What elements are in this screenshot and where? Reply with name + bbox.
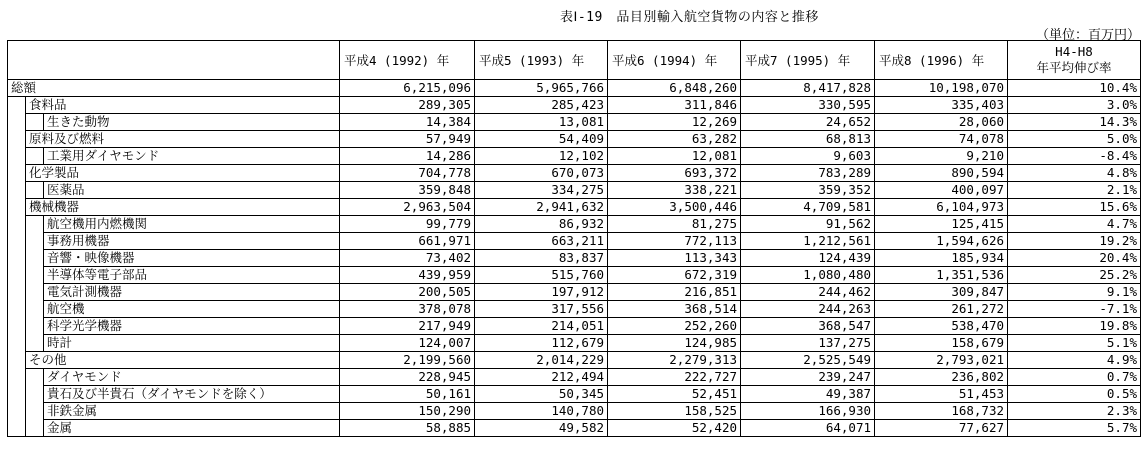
row-label: 工業用ダイヤモンド [44, 148, 340, 165]
table-row [8, 80, 1141, 97]
indent-cell [26, 216, 44, 233]
row-label: 貴石及び半貴石（ダイヤモンドを除く） [44, 386, 340, 403]
value-cell: 73,402 [340, 250, 475, 267]
value-cell: 77,627 [875, 420, 1008, 437]
header-year-1995: 平成7 (1995) 年 [741, 41, 875, 80]
growth-rate-cell: -7.1% [1008, 301, 1141, 318]
header-row [8, 41, 1141, 80]
growth-rate-cell: 19.8% [1008, 318, 1141, 335]
table-row [8, 165, 1141, 182]
value-cell: 158,525 [608, 403, 741, 420]
value-cell: 2,941,632 [475, 199, 608, 216]
row-label: 半導体等電子部品 [44, 267, 340, 284]
value-cell: 330,595 [741, 97, 875, 114]
indent-cell [26, 114, 44, 131]
indent-cell [26, 284, 44, 301]
row-label: 食料品 [26, 97, 340, 114]
value-cell: 125,415 [875, 216, 1008, 233]
value-cell: 212,494 [475, 369, 608, 386]
value-cell: 185,934 [875, 250, 1008, 267]
table-row [8, 199, 1141, 216]
value-cell: 783,289 [741, 165, 875, 182]
indent-cell [26, 250, 44, 267]
value-cell: 378,078 [340, 301, 475, 318]
value-cell: 693,372 [608, 165, 741, 182]
import-air-cargo-table [7, 40, 1141, 437]
row-label: 電気計測機器 [44, 284, 340, 301]
value-cell: 64,071 [741, 420, 875, 437]
row-label: 事務用機器 [44, 233, 340, 250]
value-cell: 49,387 [741, 386, 875, 403]
value-cell: 368,547 [741, 318, 875, 335]
indent-cell [26, 233, 44, 250]
value-cell: 289,305 [340, 97, 475, 114]
table-row [8, 318, 1141, 335]
value-cell: 54,409 [475, 131, 608, 148]
row-label: 生きた動物 [44, 114, 340, 131]
growth-rate-cell: -8.4% [1008, 148, 1141, 165]
value-cell: 2,014,229 [475, 352, 608, 369]
indent-cell [8, 352, 26, 369]
indent-cell [26, 318, 44, 335]
growth-rate-cell: 20.4% [1008, 250, 1141, 267]
growth-rate-cell: 10.4% [1008, 80, 1141, 97]
table-row [8, 284, 1141, 301]
table-row [8, 267, 1141, 284]
indent-cell [26, 403, 44, 420]
value-cell: 772,113 [608, 233, 741, 250]
header-year-1996: 平成8 (1996) 年 [875, 41, 1008, 80]
table-title: 表Ⅰ-19 品目別輸入航空貨物の内容と推移 [560, 10, 819, 25]
value-cell: 124,007 [340, 335, 475, 352]
value-cell: 13,081 [475, 114, 608, 131]
value-cell: 217,949 [340, 318, 475, 335]
table-row [8, 420, 1141, 437]
growth-rate-cell: 5.0% [1008, 131, 1141, 148]
table-row [8, 114, 1141, 131]
value-cell: 338,221 [608, 182, 741, 199]
value-cell: 112,679 [475, 335, 608, 352]
value-cell: 672,319 [608, 267, 741, 284]
indent-cell [8, 131, 26, 148]
value-cell: 5,965,766 [475, 80, 608, 97]
header-year-1994: 平成6 (1994) 年 [608, 41, 741, 80]
value-cell: 244,462 [741, 284, 875, 301]
row-label: ダイヤモンド [44, 369, 340, 386]
value-cell: 137,275 [741, 335, 875, 352]
value-cell: 334,275 [475, 182, 608, 199]
value-cell: 2,793,021 [875, 352, 1008, 369]
indent-cell [8, 267, 26, 284]
value-cell: 244,263 [741, 301, 875, 318]
indent-cell [8, 318, 26, 335]
value-cell: 10,198,070 [875, 80, 1008, 97]
header-rate-period: H4-H8 [1055, 44, 1093, 59]
indent-cell [8, 386, 26, 403]
value-cell: 216,851 [608, 284, 741, 301]
indent-cell [26, 301, 44, 318]
value-cell: 228,945 [340, 369, 475, 386]
value-cell: 1,594,626 [875, 233, 1008, 250]
indent-cell [8, 216, 26, 233]
value-cell: 317,556 [475, 301, 608, 318]
growth-rate-cell: 0.5% [1008, 386, 1141, 403]
value-cell: 515,760 [475, 267, 608, 284]
value-cell: 236,802 [875, 369, 1008, 386]
indent-cell [26, 267, 44, 284]
indent-cell [8, 97, 26, 114]
value-cell: 285,423 [475, 97, 608, 114]
value-cell: 1,351,536 [875, 267, 1008, 284]
value-cell: 214,051 [475, 318, 608, 335]
value-cell: 261,272 [875, 301, 1008, 318]
indent-cell [8, 114, 26, 131]
indent-cell [8, 165, 26, 182]
value-cell: 439,959 [340, 267, 475, 284]
value-cell: 81,275 [608, 216, 741, 233]
indent-cell [26, 420, 44, 437]
value-cell: 168,732 [875, 403, 1008, 420]
table-row [8, 233, 1141, 250]
value-cell: 58,885 [340, 420, 475, 437]
value-cell: 4,709,581 [741, 199, 875, 216]
row-label: 時計 [44, 335, 340, 352]
value-cell: 12,102 [475, 148, 608, 165]
value-cell: 2,525,549 [741, 352, 875, 369]
value-cell: 239,247 [741, 369, 875, 386]
value-cell: 14,384 [340, 114, 475, 131]
value-cell: 6,848,260 [608, 80, 741, 97]
table-row [8, 335, 1141, 352]
value-cell: 309,847 [875, 284, 1008, 301]
value-cell: 9,603 [741, 148, 875, 165]
value-cell: 311,846 [608, 97, 741, 114]
value-cell: 200,505 [340, 284, 475, 301]
table-row [8, 301, 1141, 318]
value-cell: 24,652 [741, 114, 875, 131]
indent-cell [8, 403, 26, 420]
indent-cell [8, 182, 26, 199]
value-cell: 52,420 [608, 420, 741, 437]
growth-rate-cell: 4.7% [1008, 216, 1141, 233]
value-cell: 335,403 [875, 97, 1008, 114]
row-label: 非鉄金属 [44, 403, 340, 420]
header-category [8, 41, 340, 80]
growth-rate-cell: 5.7% [1008, 420, 1141, 437]
value-cell: 252,260 [608, 318, 741, 335]
growth-rate-cell: 2.1% [1008, 182, 1141, 199]
value-cell: 113,343 [608, 250, 741, 267]
header-year-1993: 平成5 (1993) 年 [475, 41, 608, 80]
row-label: 原料及び燃料 [26, 131, 340, 148]
value-cell: 68,813 [741, 131, 875, 148]
growth-rate-cell: 3.0% [1008, 97, 1141, 114]
indent-cell [26, 148, 44, 165]
growth-rate-cell: 15.6% [1008, 199, 1141, 216]
value-cell: 1,212,561 [741, 233, 875, 250]
table-row [8, 386, 1141, 403]
value-cell: 14,286 [340, 148, 475, 165]
value-cell: 57,949 [340, 131, 475, 148]
value-cell: 890,594 [875, 165, 1008, 182]
row-label: 総額 [8, 80, 340, 97]
value-cell: 51,453 [875, 386, 1008, 403]
value-cell: 670,073 [475, 165, 608, 182]
indent-cell [8, 369, 26, 386]
value-cell: 222,727 [608, 369, 741, 386]
indent-cell [8, 284, 26, 301]
value-cell: 8,417,828 [741, 80, 875, 97]
value-cell: 663,211 [475, 233, 608, 250]
indent-cell [8, 148, 26, 165]
indent-cell [8, 250, 26, 267]
value-cell: 150,290 [340, 403, 475, 420]
value-cell: 28,060 [875, 114, 1008, 131]
value-cell: 400,097 [875, 182, 1008, 199]
value-cell: 124,439 [741, 250, 875, 267]
value-cell: 2,963,504 [340, 199, 475, 216]
value-cell: 63,282 [608, 131, 741, 148]
table-row [8, 148, 1141, 165]
growth-rate-cell: 25.2% [1008, 267, 1141, 284]
value-cell: 359,848 [340, 182, 475, 199]
table-body [8, 80, 1141, 437]
table-row [8, 97, 1141, 114]
row-label: 航空機 [44, 301, 340, 318]
value-cell: 12,269 [608, 114, 741, 131]
table-row [8, 216, 1141, 233]
value-cell: 661,971 [340, 233, 475, 250]
value-cell: 140,780 [475, 403, 608, 420]
value-cell: 50,161 [340, 386, 475, 403]
table-row [8, 182, 1141, 199]
unit-label: （単位：百万円） [1035, 28, 1140, 43]
indent-cell [8, 420, 26, 437]
value-cell: 166,930 [741, 403, 875, 420]
value-cell: 12,081 [608, 148, 741, 165]
growth-rate-cell: 4.8% [1008, 165, 1141, 182]
value-cell: 83,837 [475, 250, 608, 267]
row-label: 航空機用内燃機関 [44, 216, 340, 233]
value-cell: 368,514 [608, 301, 741, 318]
value-cell: 91,562 [741, 216, 875, 233]
header-rate-label: 年平均伸び率 [1036, 60, 1112, 75]
growth-rate-cell: 5.1% [1008, 335, 1141, 352]
row-label: その他 [26, 352, 340, 369]
growth-rate-cell: 9.1% [1008, 284, 1141, 301]
row-label: 化学製品 [26, 165, 340, 182]
value-cell: 99,779 [340, 216, 475, 233]
indent-cell [26, 386, 44, 403]
value-cell: 3,500,446 [608, 199, 741, 216]
value-cell: 2,279,313 [608, 352, 741, 369]
growth-rate-cell: 4.9% [1008, 352, 1141, 369]
table-row [8, 131, 1141, 148]
value-cell: 50,345 [475, 386, 608, 403]
value-cell: 49,582 [475, 420, 608, 437]
row-label: 音響・映像機器 [44, 250, 340, 267]
indent-cell [26, 335, 44, 352]
value-cell: 359,352 [741, 182, 875, 199]
value-cell: 74,078 [875, 131, 1008, 148]
growth-rate-cell: 2.3% [1008, 403, 1141, 420]
value-cell: 538,470 [875, 318, 1008, 335]
table-row [8, 352, 1141, 369]
growth-rate-cell: 0.7% [1008, 369, 1141, 386]
value-cell: 197,912 [475, 284, 608, 301]
row-label: 機械機器 [26, 199, 340, 216]
indent-cell [8, 233, 26, 250]
growth-rate-cell: 14.3% [1008, 114, 1141, 131]
table-row [8, 369, 1141, 386]
table-row [8, 403, 1141, 420]
growth-rate-cell: 19.2% [1008, 233, 1141, 250]
row-label: 科学光学機器 [44, 318, 340, 335]
indent-cell [8, 335, 26, 352]
value-cell: 704,778 [340, 165, 475, 182]
indent-cell [26, 182, 44, 199]
value-cell: 6,104,973 [875, 199, 1008, 216]
row-label: 医薬品 [44, 182, 340, 199]
value-cell: 86,932 [475, 216, 608, 233]
indent-cell [26, 369, 44, 386]
value-cell: 9,210 [875, 148, 1008, 165]
header-year-1992: 平成4 (1992) 年 [340, 41, 475, 80]
value-cell: 124,985 [608, 335, 741, 352]
row-label: 金属 [44, 420, 340, 437]
table-row [8, 250, 1141, 267]
value-cell: 6,215,096 [340, 80, 475, 97]
indent-cell [8, 301, 26, 318]
indent-cell [8, 199, 26, 216]
value-cell: 2,199,560 [340, 352, 475, 369]
header-growth-rate [1008, 41, 1141, 80]
value-cell: 1,080,480 [741, 267, 875, 284]
value-cell: 52,451 [608, 386, 741, 403]
value-cell: 158,679 [875, 335, 1008, 352]
